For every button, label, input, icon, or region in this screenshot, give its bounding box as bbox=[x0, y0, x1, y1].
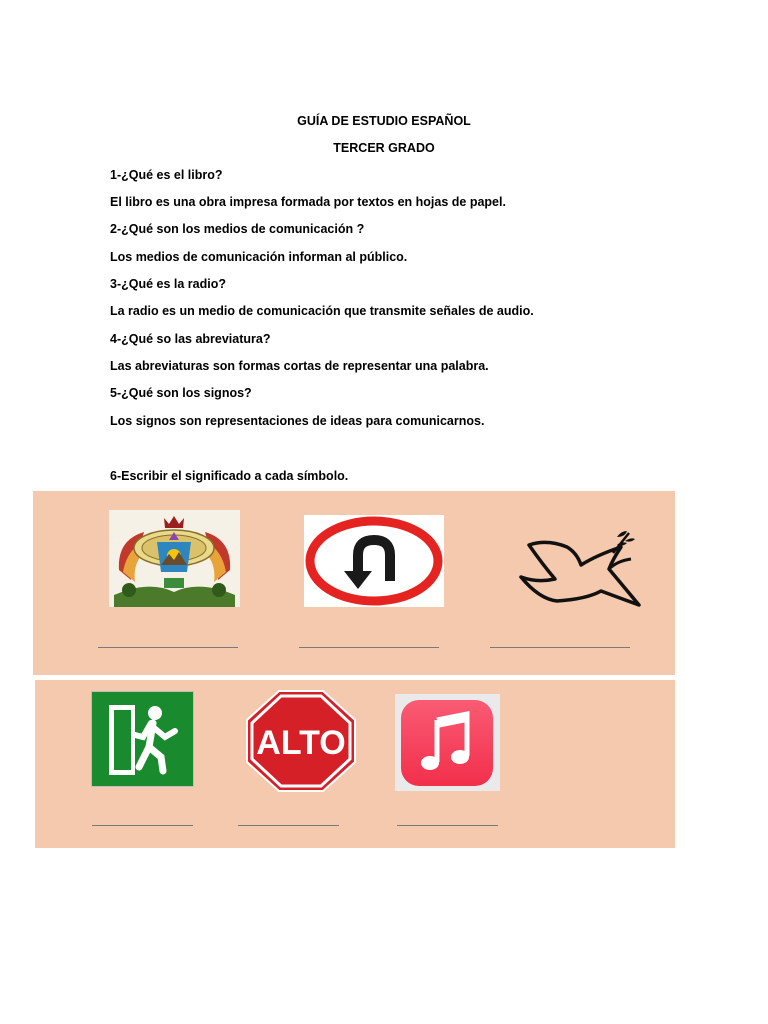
answer-4: Las abreviaturas son formas cortas de representar una palabra. bbox=[110, 359, 489, 373]
coat-of-arms-icon bbox=[109, 510, 240, 607]
answer-blank-3[interactable] bbox=[490, 647, 630, 648]
symbols-panel-top bbox=[33, 491, 675, 675]
question-6: 6-Escribir el significado a cada símbolo. bbox=[110, 469, 349, 483]
answer-1: El libro es una obra impresa formada por textos en hojas de papel. bbox=[110, 195, 506, 209]
stop-sign-icon bbox=[246, 690, 356, 792]
music-app-icon bbox=[395, 694, 500, 791]
stop-sign-label: ALTO bbox=[256, 724, 346, 762]
answer-blank-4[interactable] bbox=[92, 825, 193, 826]
answer-blank-6[interactable] bbox=[397, 825, 498, 826]
answer-blank-5[interactable] bbox=[238, 825, 339, 826]
question-1: 1-¿Qué es el libro? bbox=[110, 168, 223, 182]
question-2: 2-¿Qué son los medios de comunicación ? bbox=[110, 222, 365, 236]
answer-blank-2[interactable] bbox=[299, 647, 439, 648]
document-subtitle: TERCER GRADO bbox=[333, 141, 435, 155]
question-3: 3-¿Qué es la radio? bbox=[110, 277, 227, 291]
emergency-exit-sign-icon bbox=[91, 691, 194, 787]
peace-dove-icon bbox=[517, 525, 643, 609]
document-title: GUÍA DE ESTUDIO ESPAÑOL bbox=[297, 114, 471, 128]
no-u-turn-sign-icon bbox=[304, 515, 444, 607]
answer-2: Los medios de comunicación informan al público. bbox=[110, 250, 408, 264]
answer-5: Los signos son representaciones de ideas para comunicarnos. bbox=[110, 414, 485, 428]
question-5: 5-¿Qué son los signos? bbox=[110, 386, 252, 400]
answer-blank-1[interactable] bbox=[98, 647, 238, 648]
question-4: 4-¿Qué so las abreviatura? bbox=[110, 332, 271, 346]
symbols-panel-bottom bbox=[35, 680, 675, 848]
answer-3: La radio es un medio de comunicación que transmite señales de audio. bbox=[110, 304, 534, 318]
